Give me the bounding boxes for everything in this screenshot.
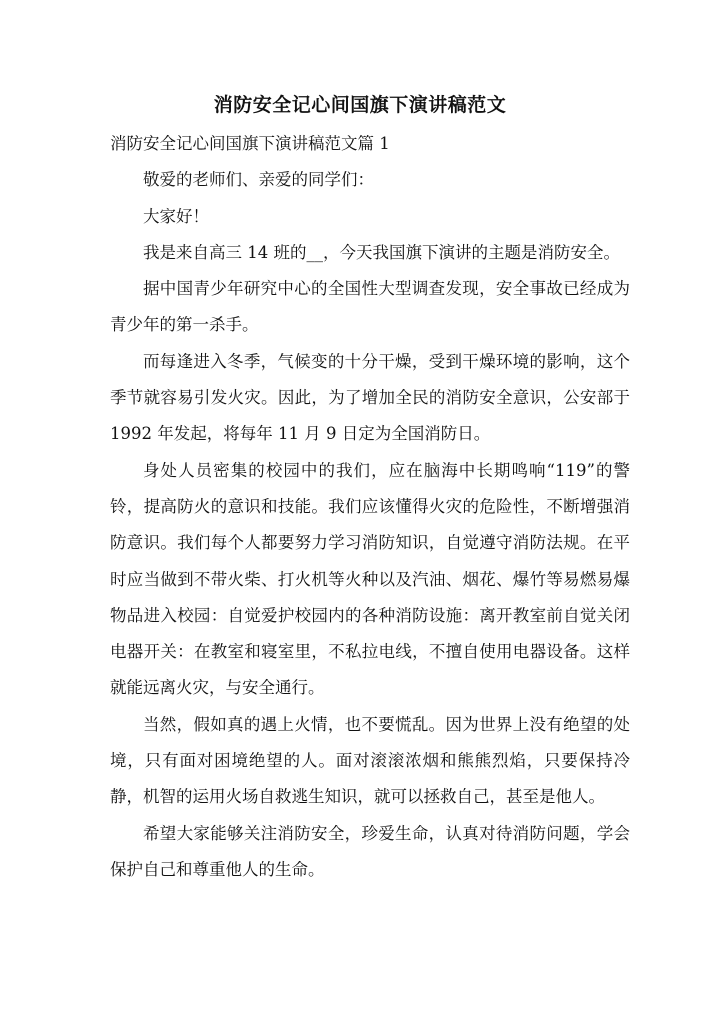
paragraph-survey: 据中国青少年研究中心的全国性大型调查发现，安全事故已经成为青少年的第一杀手。 [110,279,630,335]
paragraph-campus-fire-safety: 身处人员密集的校园中的我们，应在脑海中长期鸣响“119”的警铃，提高防火的意识和技能。我们应该懂得火灾的危险性，不断增强消防意识。我们每个人都要努力学习消防知识，自觉遵守消防法规。在平时应当做到不带火柴、打火机等火种以及汽油、烟花、爆竹等易燃易爆物品进入校园：自觉爱护校园内的各种消防设施：离开教室前自觉关闭电器开关：在教室和寝室里，不私拉电线，不擅自使用电器设备。这样就能远离火灾，与安全通行。 [110,460,630,698]
paragraph-introduction: 我是来自高三 14 班的__，今天我国旗下演讲的主题是消防安全。 [143,242,620,262]
document-title: 消防安全记心间国旗下演讲稿范文 [213,94,507,116]
paragraph-winter-fire-day: 而每逢进入冬季，气候变的十分干燥，受到干燥环境的影响，这个季节就容易引发火灾。因此，为了增加全民的消防安全意识，公安部于 1992 年发起，将每年 11 月 9 日定为全国消防日。 [110,351,630,444]
paragraph-closing: 希望大家能够关注消防安全，珍爱生命，认真对待消防问题，学会保护自己和尊重他人的生命。 [110,823,630,879]
document-body [110,126,630,888]
paragraph-salutation: 敬爱的老师们、亲爱的同学们： [143,170,374,190]
section-heading: 消防安全记心间国旗下演讲稿范文篇 1 [110,134,390,153]
paragraph-greeting: 大家好！ [143,206,209,226]
paragraph-emergency: 当然，假如真的遇上火情，也不要慌乱。因为世界上没有绝望的处境，只有面对困境绝望的人。面对滚滚浓烟和熊熊烈焰，只要保持冷静，机智的运用火场自救逃生知识，就可以拯救自己，甚至是他人。 [110,714,630,807]
